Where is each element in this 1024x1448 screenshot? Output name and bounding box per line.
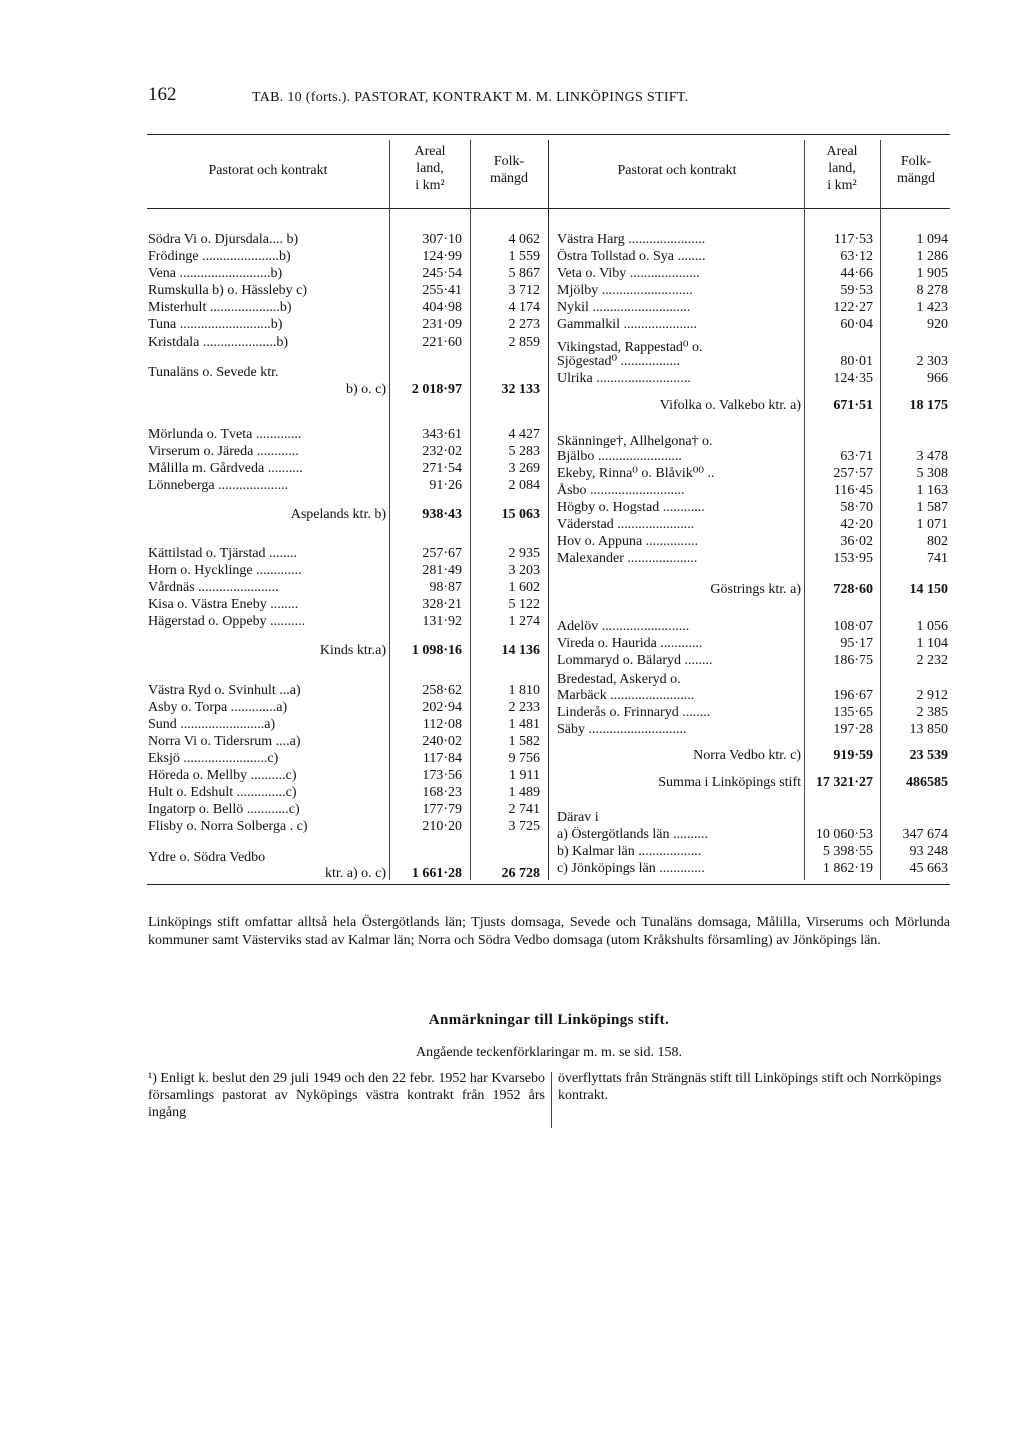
row-name: Göstrings ktr. a) <box>710 582 801 597</box>
row-pop: 2 741 <box>508 802 540 817</box>
row-area: 112·08 <box>422 717 462 732</box>
row-area: 257·67 <box>422 546 462 561</box>
row-name: c) Jönköpings län ............. <box>557 861 705 876</box>
running-title: TAB. 10 (forts.). PASTORAT, KONTRAKT M. M. LINKÖPINGS STIFT. <box>252 90 689 105</box>
row-area: 231·09 <box>422 317 462 332</box>
row-name: Virserum o. Järeda ............ <box>148 444 299 459</box>
row-pop: 5 867 <box>508 266 540 281</box>
row-name: ktr. a) o. c) <box>324 866 386 881</box>
row-name: Kinds ktr.a) <box>319 643 386 658</box>
row-name: Målilla m. Gårdveda .......... <box>148 461 303 476</box>
row-name: Summa i Linköpings stift <box>658 775 801 790</box>
column-header-name: Pastorat och kontrakt <box>208 163 328 178</box>
row-pop: 45 663 <box>909 861 948 876</box>
row-area: 307·10 <box>422 232 462 247</box>
row-name: b) Kalmar län .................. <box>557 844 702 859</box>
row-area: 197·28 <box>833 722 873 737</box>
column-rule <box>470 140 471 880</box>
row-name: Horn o. Hycklinge ............. <box>148 563 302 578</box>
column-rule <box>389 140 390 880</box>
row-pop: 14 136 <box>501 643 540 658</box>
row-area: 1 862·19 <box>822 861 873 876</box>
row-name: Högby o. Hogstad ............ <box>557 500 705 515</box>
row-area: 328·21 <box>422 597 462 612</box>
row-pop: 2 233 <box>508 700 540 715</box>
row-name: Kristdala .....................b) <box>148 335 288 350</box>
row-name: Ingatorp o. Bellö ............c) <box>148 802 300 817</box>
row-area: 60·04 <box>840 317 873 332</box>
row-area: 258·62 <box>422 683 462 698</box>
row-area: 36·02 <box>840 534 873 549</box>
row-name: Asby o. Torpa .............a) <box>148 700 288 715</box>
row-name: Mörlunda o. Tveta ............. <box>148 427 302 442</box>
row-pop: 1 582 <box>508 734 540 749</box>
row-name: Skänninge†, Allhelgona† o. <box>557 434 713 449</box>
page-number: 162 <box>148 84 177 105</box>
row-name: Höreda o. Mellby ..........c) <box>148 768 297 783</box>
row-area: 257·57 <box>833 466 873 481</box>
column-rule <box>880 140 881 880</box>
row-name: Misterhult ....................b) <box>148 300 292 315</box>
row-pop: 18 175 <box>909 398 948 413</box>
row-pop: 1 481 <box>508 717 540 732</box>
row-area: 938·43 <box>422 507 462 522</box>
row-pop: 15 063 <box>501 507 540 522</box>
row-pop: 3 725 <box>508 819 540 834</box>
row-area: 221·60 <box>422 335 462 350</box>
row-area: 245·54 <box>422 266 462 281</box>
row-pop: 13 850 <box>909 722 948 737</box>
row-pop: 1 911 <box>509 768 540 783</box>
row-area: 98·87 <box>429 580 462 595</box>
row-area: 10 060·53 <box>815 827 873 842</box>
row-area: 671·51 <box>833 398 873 413</box>
row-area: 196·67 <box>833 688 873 703</box>
column-header-name: Pastorat och kontrakt <box>617 163 737 178</box>
row-pop: 4 427 <box>508 427 540 442</box>
row-pop: 23 539 <box>909 748 948 763</box>
row-area: 281·49 <box>422 563 462 578</box>
row-pop: 1 071 <box>916 517 948 532</box>
row-name: Vifolka o. Valkebo ktr. a) <box>659 398 801 413</box>
row-pop: 1 587 <box>916 500 948 515</box>
row-pop: 3 478 <box>916 449 948 464</box>
row-name: Väderstad ...................... <box>557 517 695 532</box>
row-name: Gammalkil ..................... <box>557 317 697 332</box>
row-name: Eksjö ........................c) <box>148 751 279 766</box>
row-name: Norra Vedbo ktr. c) <box>693 748 801 763</box>
row-area: 131·92 <box>422 614 462 629</box>
row-area: 95·17 <box>840 636 873 651</box>
column-header-area: Areal land, i km² <box>826 144 858 193</box>
row-area: 271·54 <box>422 461 462 476</box>
table-top-rule <box>147 134 950 135</box>
row-name: Veta o. Viby .................... <box>557 266 700 281</box>
row-area: 173·56 <box>422 768 462 783</box>
row-name: Sund ........................a) <box>148 717 276 732</box>
footnote-left: ¹) Enligt k. beslut den 29 juli 1949 och den 22 febr. 1952 har Kvarsebo församlings pastorat av Nyköpings västra kontrakt från 1952 års ingång <box>148 1071 545 1120</box>
row-name: Åsbo ........................... <box>557 483 685 498</box>
row-name: Ekeby, Rinna⁰ o. Blåvik⁰⁰ .. <box>557 466 715 481</box>
row-name: Adelöv ......................... <box>557 619 690 634</box>
row-name: Säby ............................ <box>557 722 687 737</box>
row-name: Tunaläns o. Sevede ktr. <box>148 365 279 380</box>
row-name: Lommaryd o. Bälaryd ........ <box>557 653 713 668</box>
row-pop: 1 423 <box>916 300 948 315</box>
row-area: 232·02 <box>422 444 462 459</box>
row-name: Lönneberga .................... <box>148 478 289 493</box>
row-area: 63·12 <box>840 249 873 264</box>
row-area: 122·27 <box>833 300 873 315</box>
row-pop: 802 <box>927 534 948 549</box>
row-area: 63·71 <box>840 449 873 464</box>
row-pop: 2 935 <box>508 546 540 561</box>
row-pop: 1 163 <box>916 483 948 498</box>
row-name: Vårdnäs ....................... <box>148 580 279 595</box>
row-pop: 32 133 <box>501 382 540 397</box>
row-area: 124·35 <box>833 371 873 386</box>
row-name: Linderås o. Frinnaryd ........ <box>557 705 711 720</box>
row-pop: 2 084 <box>508 478 540 493</box>
row-area: 2 018·97 <box>411 382 462 397</box>
summary-paragraph: Linköpings stift omfattar alltså hela Östergötlands län; Tjusts domsaga, Sevede och Tunaläns domsaga, Målilla, Virserums och Mörlunda kommuner samt Västerviks stad av Kalmar län; Norra och Södra Vedbo domsaga (utom Kråkshults församling) av Jönköpings län. <box>148 915 950 948</box>
row-name: Hägerstad o. Oppeby .......... <box>148 614 306 629</box>
row-name: Ulrika ........................... <box>557 371 691 386</box>
row-pop: 14 150 <box>909 582 948 597</box>
row-name: Västra Ryd o. Svinhult ...a) <box>148 683 301 698</box>
row-name: Östra Tollstad o. Sya ........ <box>557 249 706 264</box>
row-area: 240·02 <box>422 734 462 749</box>
remarks-subtitle: Angående teckenförklaringar m. m. se sid. 158. <box>416 1045 682 1060</box>
row-name: Sjögestad⁰ ................. <box>557 354 681 369</box>
row-pop: 1 602 <box>508 580 540 595</box>
row-pop: 5 283 <box>508 444 540 459</box>
row-area: 124·99 <box>422 249 462 264</box>
row-pop: 486585 <box>906 775 948 790</box>
column-header-pop: Folk- mängd <box>489 154 529 186</box>
row-pop: 966 <box>927 371 948 386</box>
row-area: 404·98 <box>422 300 462 315</box>
column-header-pop: Folk- mängd <box>896 154 936 186</box>
row-pop: 3 269 <box>508 461 540 476</box>
row-name: Frödinge ......................b) <box>148 249 291 264</box>
row-pop: 2 912 <box>916 688 948 703</box>
row-name: Mjölby .......................... <box>557 283 693 298</box>
row-pop: 3 712 <box>508 283 540 298</box>
row-area: 91·26 <box>429 478 462 493</box>
row-pop: 1 489 <box>508 785 540 800</box>
row-area: 210·20 <box>422 819 462 834</box>
row-name: Vireda o. Haurida ............ <box>557 636 703 651</box>
row-name: a) Östergötlands län .......... <box>557 827 708 842</box>
row-area: 80·01 <box>840 354 873 369</box>
row-pop: 1 286 <box>916 249 948 264</box>
remarks-title: Anmärkningar till Linköpings stift. <box>428 1012 670 1028</box>
row-area: 153·95 <box>833 551 873 566</box>
row-name: Vikingstad, Rappestad⁰ o. <box>557 340 703 355</box>
row-name: Vena ..........................b) <box>148 266 283 281</box>
row-name: Kisa o. Västra Eneby ........ <box>148 597 299 612</box>
row-name: Flisby o. Norra Solberga . c) <box>148 819 308 834</box>
row-name: Bredestad, Askeryd o. <box>557 672 681 687</box>
row-name: Kättilstad o. Tjärstad ........ <box>148 546 298 561</box>
row-name: Rumskulla b) o. Hässleby c) <box>148 283 308 298</box>
row-area: 1 098·16 <box>411 643 462 658</box>
row-pop: 920 <box>927 317 948 332</box>
row-name: Marbäck ........................ <box>557 688 695 703</box>
row-area: 59·53 <box>840 283 873 298</box>
row-pop: 26 728 <box>501 866 540 881</box>
row-pop: 1 274 <box>508 614 540 629</box>
table-bottom-rule <box>147 884 950 885</box>
row-pop: 3 203 <box>508 563 540 578</box>
row-pop: 1 905 <box>916 266 948 281</box>
row-area: 42·20 <box>840 517 873 532</box>
row-pop: 2 859 <box>508 335 540 350</box>
column-rule <box>804 140 805 880</box>
row-pop: 5 122 <box>508 597 540 612</box>
row-area: 728·60 <box>833 582 873 597</box>
column-header-area: Areal land, i km² <box>414 144 446 193</box>
footnote-right: överflyttats från Strängnäs stift till Linköpings stift och Norrköpings kontrakt. <box>558 1071 942 1103</box>
row-pop: 9 756 <box>508 751 540 766</box>
column-rule <box>548 140 549 880</box>
footnote-divider <box>551 1072 552 1128</box>
row-area: 177·79 <box>422 802 462 817</box>
row-pop: 5 308 <box>916 466 948 481</box>
row-area: 58·70 <box>840 500 873 515</box>
row-name: Hov o. Appuna ............... <box>557 534 699 549</box>
row-area: 919·59 <box>833 748 873 763</box>
row-area: 202·94 <box>422 700 462 715</box>
row-area: 255·41 <box>422 283 462 298</box>
row-area: 117·84 <box>422 751 462 766</box>
row-pop: 8 278 <box>916 283 948 298</box>
row-pop: 2 385 <box>916 705 948 720</box>
row-name: Malexander .................... <box>557 551 698 566</box>
row-area: 343·61 <box>422 427 462 442</box>
row-pop: 2 232 <box>916 653 948 668</box>
row-pop: 4 062 <box>508 232 540 247</box>
row-area: 168·23 <box>422 785 462 800</box>
row-area: 108·07 <box>833 619 873 634</box>
row-area: 117·53 <box>833 232 873 247</box>
row-pop: 1 056 <box>916 619 948 634</box>
row-area: 186·75 <box>833 653 873 668</box>
row-area: 1 661·28 <box>411 866 462 881</box>
row-name: Södra Vi o. Djursdala.... b) <box>148 232 299 247</box>
row-area: 17 321·27 <box>815 775 873 790</box>
row-area: 5 398·55 <box>822 844 873 859</box>
row-pop: 4 174 <box>508 300 540 315</box>
row-area: 44·66 <box>840 266 873 281</box>
row-area: 135·65 <box>833 705 873 720</box>
row-name: Aspelands ktr. b) <box>290 507 386 522</box>
row-pop: 1 094 <box>916 232 948 247</box>
row-pop: 347 674 <box>902 827 948 842</box>
row-name: Tuna ..........................b) <box>148 317 283 332</box>
row-pop: 1 104 <box>916 636 948 651</box>
row-name: Hult o. Edshult ..............c) <box>148 785 297 800</box>
row-name: Västra Harg ...................... <box>557 232 706 247</box>
row-area: 116·45 <box>833 483 873 498</box>
row-name: Bjälbo ........................ <box>557 449 682 464</box>
row-pop: 1 559 <box>508 249 540 264</box>
row-name: Norra Vi o. Tidersrum ....a) <box>148 734 301 749</box>
row-pop: 1 810 <box>508 683 540 698</box>
row-pop: 93 248 <box>909 844 948 859</box>
row-pop: 741 <box>927 551 948 566</box>
row-name: Ydre o. Södra Vedbo <box>148 850 266 865</box>
row-name: Därav i <box>557 810 599 825</box>
row-name: Nykil ............................ <box>557 300 691 315</box>
row-pop: 2 303 <box>916 354 948 369</box>
row-pop: 2 273 <box>508 317 540 332</box>
row-name: b) o. c) <box>345 382 386 397</box>
